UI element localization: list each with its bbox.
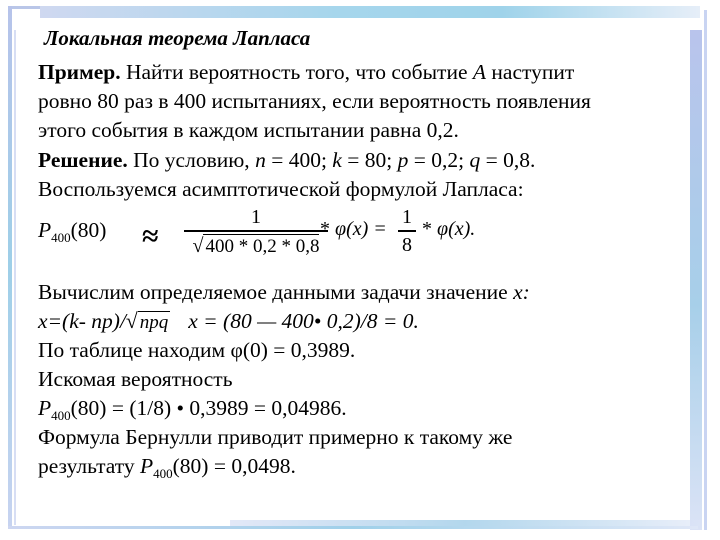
right-decorative-line [704,10,707,530]
slide-title: Локальная теорема Лапласа [44,26,311,50]
fraction-2: 1 8 [398,206,416,256]
example-line-3: этого события в каждом испытании равна 0,2. [38,118,459,142]
compute-line-5: $P_{400}(80) = (1/8)$ • 0,3989 = 0,04986. [38,396,347,423]
compute-line-3: По таблице находим φ(0) = 0,3989. [38,338,356,362]
decorative-bar [8,6,40,9]
fraction-line [184,230,328,232]
top-decorative-bar [40,6,700,18]
approx-symbol: ≈ [142,220,159,253]
compute-line-2: x=(k- np)/√ npq x = (80 — 400• 0,2)/8 = 0. [38,309,419,333]
solution-label: Решение. [38,148,128,172]
example-label: Пример. [38,60,121,84]
formula-lhs: $P_{400}(80)$ [38,218,107,245]
example-line-2: ровно 80 раз в 400 испытаниях, если вероятность появления [38,89,591,113]
fraction-line [398,230,416,232]
compute-line-7: результату $P_{400}(80) = 0,0498$. [38,454,296,481]
fraction-1: 1 √ 400 * 0,2 * 0,8 [184,206,328,259]
solution-line: Решение. По условию, n = 400; k = 80; p = 0,2; q = 0,8. [38,148,536,172]
compute-line-6: Формула Бернулли приводит примерно к такому же [38,425,513,449]
compute-line-4: Искомая вероятность [38,367,233,391]
left-decorative-line [14,30,16,525]
event-symbol: A [472,60,487,84]
example-line-1: Пример. Найти вероятность того, что событие A наступит [38,60,575,84]
left-decorative-bar [8,6,12,526]
sqrt-icon: √ [125,309,138,333]
use-formula-line: Воспользуемся асимптотической формулой Лапласа: [38,177,524,201]
laplace-formula [142,206,480,264]
phi-expression-1: * φ(x) = [320,218,387,240]
phi-expression-2: * φ(x). [422,218,476,240]
bottom-decorative-bar [8,526,698,529]
right-decorative-bar [690,30,702,530]
sqrt-icon: √ [192,234,204,257]
compute-line-1: Вычислим определяемое данными задачи значение x: [38,280,530,304]
